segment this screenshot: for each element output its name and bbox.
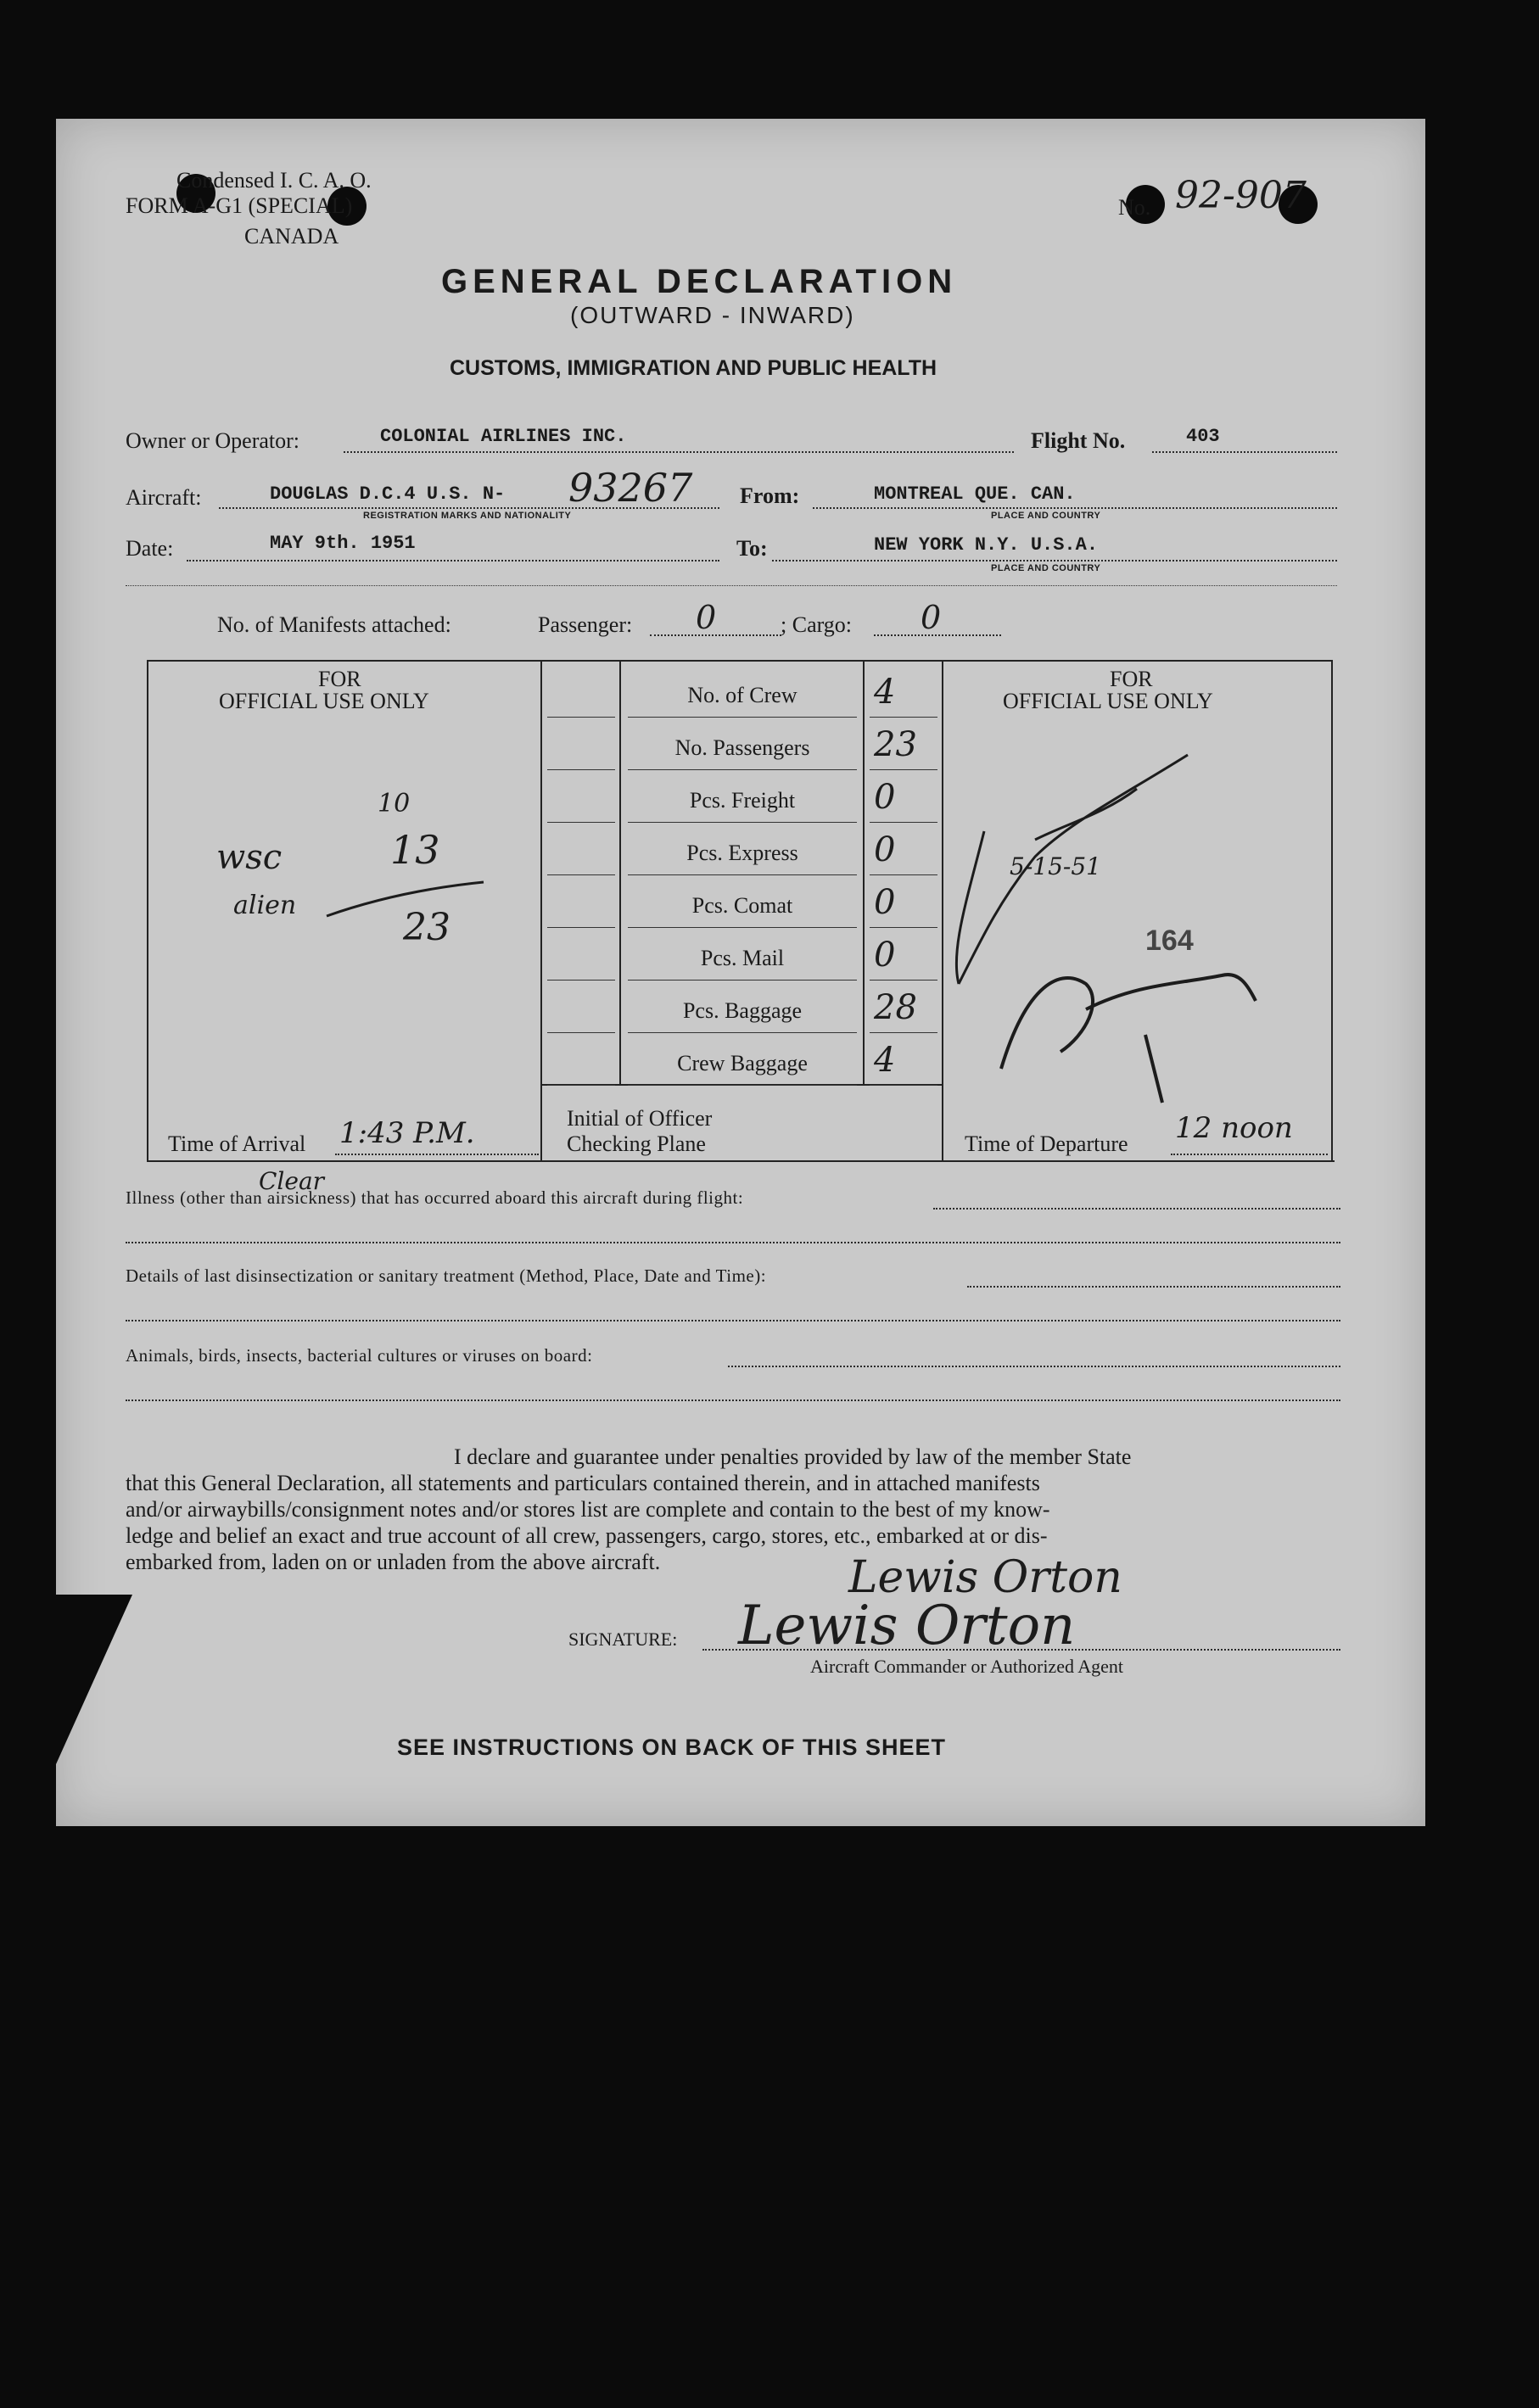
declaration-line-3: and/or airwaybills/consignment notes and/or stores list are complete and contain to the best of my know- (126, 1497, 1050, 1522)
instructions-footer: SEE INSTRUCTIONS ON BACK OF THIS SHEET (397, 1735, 947, 1760)
table-rule (870, 769, 937, 770)
table-rule (547, 980, 615, 981)
initial-line1: Initial of Officer (567, 1106, 713, 1131)
torn-corner (56, 1595, 132, 1764)
note-abbrev-2: alien (233, 891, 297, 920)
table-row-label: Pcs. Comat (691, 893, 793, 918)
cargo-label: ; Cargo: (781, 612, 853, 637)
illness-handwritten: Clear (259, 1167, 325, 1195)
signature-label: SIGNATURE: (568, 1629, 678, 1650)
note-value-1: 10 (378, 789, 411, 818)
departure-value: 12 noon (1175, 1111, 1293, 1145)
table-row-value: 4 (874, 673, 896, 712)
note-value-2: 13 (390, 827, 440, 873)
from-label: From: (740, 483, 800, 508)
note-underline (322, 874, 492, 925)
table-rule (628, 980, 857, 981)
table-row-value: 0 (874, 778, 896, 817)
passenger-label: Passenger: (538, 612, 633, 637)
animals-label: Animals, birds, insects, bacterial cultures or viruses on board: (126, 1345, 593, 1366)
flight-value: 403 (1186, 426, 1220, 447)
table-rule (547, 874, 615, 875)
table-row-label: Pcs. Mail (700, 946, 785, 970)
table-row-label: Crew Baggage (677, 1051, 808, 1075)
table-rule (870, 717, 937, 718)
table-rule (870, 822, 937, 823)
aircraft-value: DOUGLAS D.C.4 U.S. N- (270, 483, 506, 505)
table-rule (628, 822, 857, 823)
date-label: Date: (126, 536, 174, 561)
from-caption: PLACE AND COUNTRY (991, 511, 1101, 521)
initial-line2: Checking Plane (567, 1131, 706, 1156)
table-rule (870, 1085, 937, 1086)
table-rule (870, 980, 937, 981)
note-abbrev: wsc (216, 838, 283, 877)
flight-label: Flight No. (1031, 428, 1126, 453)
table-row-value: 0 (874, 883, 896, 922)
table-row-label: Pcs. Express (686, 841, 798, 865)
official-date: 5-15-51 (1010, 852, 1101, 880)
to-value: NEW YORK N.Y. U.S.A. (874, 534, 1099, 556)
table-rule (547, 822, 615, 823)
owner-value: COLONIAL AIRLINES INC. (380, 426, 627, 447)
declaration-line-4: ledge and belief an exact and true account of all crew, passengers, cargo, stores, etc., embarked at or dis- (126, 1523, 1048, 1548)
table-rule (628, 1032, 857, 1033)
table-rule (628, 1085, 857, 1086)
table-rule (870, 1032, 937, 1033)
aircraft-caption: REGISTRATION MARKS AND NATIONALITY (363, 511, 572, 521)
to-caption: PLACE AND COUNTRY (991, 563, 1101, 573)
table-rule (870, 927, 937, 928)
disinsect-label: Details of last disinsectization or sanitary treatment (Method, Place, Date and Time): (126, 1265, 767, 1286)
table-row-label: Pcs. Baggage (682, 998, 803, 1023)
form-code-line3: CANADA (244, 224, 339, 249)
page-title: GENERAL DECLARATION (441, 263, 958, 300)
form-code-line1: Condensed I. C. A. O. (176, 168, 372, 193)
signature-caption: Aircraft Commander or Authorized Agent (810, 1656, 1124, 1677)
aircraft-registration: 93267 (568, 465, 693, 511)
table-row-value: 28 (874, 988, 917, 1027)
table-rule (870, 874, 937, 875)
table-row-label: No. of Crew (687, 683, 797, 707)
table-row-label: No. Passengers (674, 735, 810, 760)
form-number-value: 92-907 (1175, 174, 1307, 217)
official-right-line2: OFFICIAL USE ONLY (1003, 689, 1213, 713)
aircraft-label: Aircraft: (126, 485, 202, 510)
declaration-line-5: embarked from, laden on or unladen from the above aircraft. (126, 1550, 661, 1574)
signature-hand-lower: Lewis Orton (738, 1595, 1076, 1657)
table-rule (547, 769, 615, 770)
table-rule (547, 927, 615, 928)
official-left-line1: FOR (318, 667, 361, 691)
table-row-value: 0 (874, 830, 896, 869)
owner-label: Owner or Operator: (126, 428, 300, 453)
arrival-value: 1:43 P.M. (339, 1116, 475, 1150)
declaration-line-1: I declare and guarantee under penalties provided by law of the member State (454, 1444, 1132, 1469)
table-row-value: 23 (874, 725, 917, 764)
table-rule (628, 874, 857, 875)
table-rule (547, 1032, 615, 1033)
official-stamp-number: 164 (1145, 925, 1194, 957)
customs-heading: CUSTOMS, IMMIGRATION AND PUBLIC HEALTH (450, 356, 937, 380)
table-rule (547, 1085, 615, 1086)
manifests-label: No. of Manifests attached: (217, 612, 451, 637)
table-rule (628, 769, 857, 770)
to-label: To: (736, 536, 768, 561)
form-code-line2: FORM A-G1 (SPECIAL) (126, 193, 353, 218)
table-rule (547, 717, 615, 718)
arrival-label: Time of Arrival (168, 1131, 306, 1156)
table-rule (628, 927, 857, 928)
declaration-line-2: that this General Declaration, all statements and particulars contained therein, and in attached manifests (126, 1471, 1040, 1495)
page-subtitle: (OUTWARD - INWARD) (570, 302, 855, 328)
table-row-value: 4 (874, 1041, 896, 1080)
from-value: MONTREAL QUE. CAN. (874, 483, 1076, 505)
table-row-label: Pcs. Freight (689, 788, 796, 813)
official-left-line2: OFFICIAL USE ONLY (219, 689, 429, 713)
form-number-label: No. (1118, 195, 1151, 220)
table-rule (628, 717, 857, 718)
note-value-3: 23 (403, 906, 451, 949)
official-right-line1: FOR (1110, 667, 1153, 691)
official-signatures (933, 729, 1290, 1120)
illness-label: Illness (other than airsickness) that has occurred aboard this aircraft during flight: (126, 1187, 744, 1208)
date-value: MAY 9th. 1951 (270, 533, 416, 554)
table-row-value: 0 (874, 936, 896, 975)
signature-hand-upper: Lewis Orton (848, 1552, 1122, 1603)
departure-label: Time of Departure (965, 1131, 1128, 1156)
cargo-manifests-value: 0 (921, 599, 942, 636)
passenger-manifests-value: 0 (696, 599, 717, 636)
